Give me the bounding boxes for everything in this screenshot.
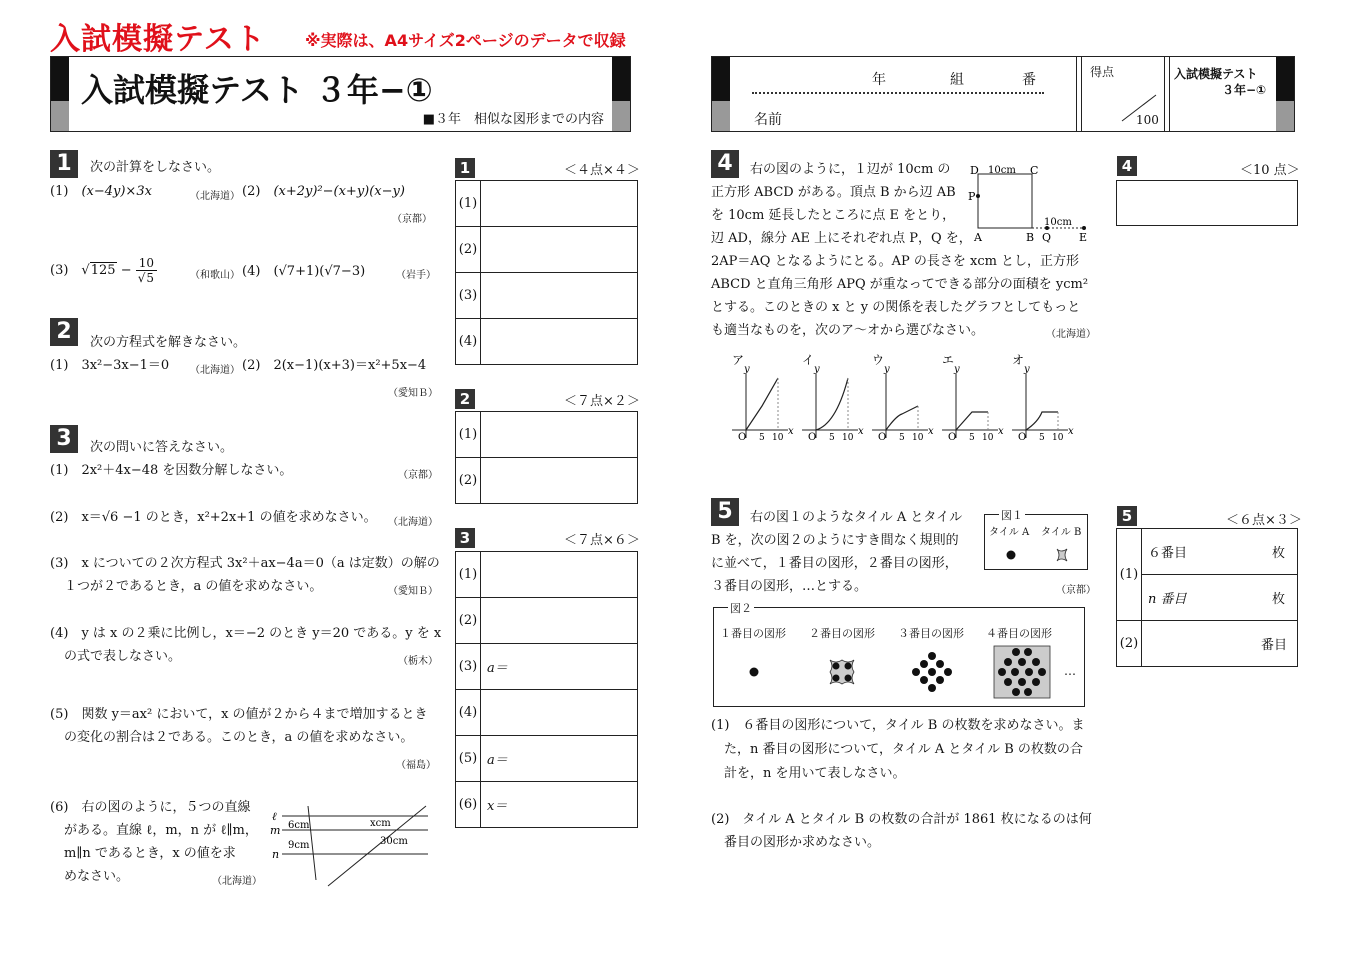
ans1-points: ＜４点×４＞ <box>564 163 640 178</box>
q1-title: 次の計算をしなさい。 <box>90 160 221 175</box>
fig-10cm-top: 10cm <box>988 165 1016 176</box>
ans3-cell[interactable]: a＝ <box>481 644 638 690</box>
svg-text:y: y <box>954 364 960 375</box>
ans4-points: ＜10 点＞ <box>1240 163 1300 178</box>
ans1-cell[interactable] <box>481 227 638 273</box>
score-max: 100 <box>1136 113 1159 127</box>
ans5-points: ＜６点×３＞ <box>1226 513 1302 528</box>
q5-line: に並べて，１番目の図形，２番目の図形， <box>711 556 958 571</box>
parallel-lines-figure <box>268 800 432 890</box>
q3-item-6-cont: めなさい。 <box>64 869 130 884</box>
fig2-more: … <box>1064 664 1076 678</box>
q1-item-1: (1) (x−4y)×3x <box>50 184 152 199</box>
q3-item-3-cont: １つが２であるとき，a の値を求めなさい。 <box>64 579 323 594</box>
ans2-points: ＜７点×２＞ <box>564 394 640 409</box>
page-banner: 入試模擬テスト <box>50 22 266 57</box>
score-label: 得点 <box>1090 65 1115 79</box>
q2-title: 次の方程式を解きなさい。 <box>90 335 247 350</box>
q4-number: 4 <box>711 150 739 178</box>
svg-text:10: 10 <box>912 433 924 443</box>
q4-line: 正方形 ABCD がある。頂点 B から辺 AB <box>711 185 956 200</box>
ans3-table <box>455 551 638 828</box>
square-figure <box>962 160 1094 246</box>
ban-label: 番 <box>1022 72 1036 88</box>
svg-text:O: O <box>1018 432 1027 443</box>
fig1-tile-b-label: タイル B <box>1041 527 1082 538</box>
svg-text:x: x <box>858 426 864 437</box>
q3-item-6-cont: m∥n であるとき，x の値を求 <box>64 846 236 861</box>
fig-E: E <box>1079 231 1088 244</box>
test-subtitle: ■３年 相似な図形までの内容 <box>422 112 604 127</box>
ans3-label: (5) <box>456 736 481 782</box>
svg-text:y: y <box>884 364 890 375</box>
fig1-tiles <box>1003 547 1083 563</box>
q5-number: 5 <box>711 498 739 526</box>
fig2-label-1: １番目の図形 <box>720 627 786 640</box>
ans3-cell[interactable] <box>481 598 638 644</box>
ans1-label: (2) <box>456 227 481 273</box>
ans5-cell[interactable]: ６番目 枚 <box>1142 529 1298 575</box>
svg-text:10: 10 <box>842 433 854 443</box>
svg-text:イ: イ <box>802 353 815 367</box>
right-subtitle: ３年−① <box>1222 83 1267 97</box>
fig-A: A <box>974 231 982 244</box>
kumi-label: 組 <box>950 72 964 88</box>
fig1-box <box>984 509 1088 570</box>
graph-i <box>802 353 864 443</box>
q4-line: を 10cm 延長したところに点 E をとり， <box>711 208 956 223</box>
ans4-number: 4 <box>1117 156 1137 176</box>
q3-item-6-cont: がある。直線 ℓ，m，n が ℓ∥m， <box>64 823 258 838</box>
q3-title: 次の問いに答えなさい。 <box>90 440 234 455</box>
fig2-title: 図２ <box>730 602 752 615</box>
fig1-title: 図１ <box>1001 509 1023 522</box>
fig-B: B <box>1026 231 1035 244</box>
ans3-label: (4) <box>456 690 481 736</box>
q2-item-2: (2) 2(x−1)(x+3)＝x²+5x−4 <box>242 358 427 373</box>
dotted-line <box>752 92 1044 94</box>
svg-text:x: x <box>1068 426 1074 437</box>
ans2-label: (1) <box>456 412 481 458</box>
q3-item-5: (5) 関数 y＝ax² において，x の値が２から４まで増加するとき <box>50 707 428 722</box>
q2-item-1: (1) 3x²−3x−1＝0 <box>50 358 170 373</box>
ans1-label: (3) <box>456 273 481 319</box>
q5-sub2-cont: 番目の図形か求めなさい。 <box>724 835 881 850</box>
svg-text:y: y <box>814 364 820 375</box>
ans1-cell[interactable] <box>481 273 638 319</box>
ans1-number: 1 <box>455 158 475 178</box>
q4-line: 右の図のように，１辺が 10cm の <box>750 162 951 177</box>
ans2-table <box>455 411 638 504</box>
q3-src-5: （福島） <box>396 760 436 771</box>
fig1-tile-a-label: タイル A <box>989 527 1030 538</box>
svg-text:5: 5 <box>969 433 975 443</box>
fig-6cm: 6cm <box>288 820 310 831</box>
q3-src-6: （北海道） <box>212 876 262 887</box>
q3-src-3: （愛知Ｂ） <box>388 586 438 597</box>
fig2-label-3: ３番目の図形 <box>898 627 964 640</box>
q1-src-2: （京都） <box>392 214 432 225</box>
name-box <box>711 56 1295 132</box>
ans5-table <box>1116 528 1298 667</box>
ans2-cell[interactable] <box>481 458 638 504</box>
q5-sub2: (2) タイル A とタイル B の枚数の合計が 1861 枚になるのは何 <box>711 812 1092 827</box>
graph-e <box>942 353 1004 443</box>
ans4-cell[interactable] <box>1116 180 1298 226</box>
svg-text:y: y <box>1024 364 1030 375</box>
q4-line: ABCD と直角三角形 APQ が重なってできる部分の面積を ycm² <box>711 277 1089 292</box>
nen-label: 年 <box>872 72 886 88</box>
ans2-label: (2) <box>456 458 481 504</box>
ans3-number: 3 <box>455 528 475 548</box>
choice-graphs <box>728 350 1084 446</box>
svg-text:x: x <box>998 426 1004 437</box>
q1-item-4: (4) (√7+1)(√7−3) <box>242 264 366 279</box>
ans5-number: 5 <box>1117 506 1137 526</box>
tile-a-icon <box>1007 551 1016 560</box>
fig2-box <box>713 602 1085 707</box>
ans5-cell[interactable]: 番目 <box>1142 621 1298 667</box>
fig-D: D <box>970 164 979 177</box>
ans3-label: (2) <box>456 598 481 644</box>
q5-line: 右の図１のようなタイル A とタイル <box>750 510 963 525</box>
tile-b-icon <box>1057 549 1067 561</box>
ans1-label: (4) <box>456 319 481 365</box>
ans3-label: (6) <box>456 782 481 828</box>
ans2-cell[interactable] <box>481 412 638 458</box>
graph-a <box>732 353 794 443</box>
ans3-cell[interactable] <box>481 552 638 598</box>
q4-line: も適当なものを，次のア〜オから選びなさい。 <box>711 323 985 338</box>
q3-item-4-cont: の式で表しなさい。 <box>64 649 182 664</box>
svg-text:O: O <box>738 432 747 443</box>
q5-src: （京都） <box>1056 585 1096 596</box>
svg-text:10: 10 <box>772 433 784 443</box>
q2-src-1: （北海道） <box>190 365 240 376</box>
ans1-cell[interactable] <box>481 319 638 365</box>
svg-text:O: O <box>808 432 817 443</box>
q3-item-1: (1) 2x²＋4x−48 を因数分解しなさい。 <box>50 463 293 478</box>
q3-src-1: （京都） <box>398 470 438 481</box>
ans3-cell[interactable]: a＝ <box>481 736 638 782</box>
ans1-cell[interactable] <box>481 181 638 227</box>
fig-xcm: xcm <box>370 818 391 829</box>
q5-line: ３番目の図形，…とする。 <box>711 579 868 594</box>
svg-text:10: 10 <box>1052 433 1064 443</box>
fig-C: C <box>1030 164 1039 177</box>
page-note: ※実際は、A4サイズ2ページのデータで収録 <box>305 31 626 50</box>
q3-item-4: (4) y は x の２乗に比例し，x＝−2 のとき y＝20 である。y を x <box>50 626 442 641</box>
svg-text:x: x <box>928 426 934 437</box>
q3-src-2: （北海道） <box>388 517 438 528</box>
svg-text:5: 5 <box>899 433 905 443</box>
q3-item-5-cont: の変化の割合は２である。このとき，a の値を求めなさい。 <box>64 730 414 745</box>
svg-text:10: 10 <box>982 433 994 443</box>
svg-text:5: 5 <box>759 433 765 443</box>
graph-u <box>872 353 934 443</box>
ans5-label: (2) <box>1117 621 1142 667</box>
ans3-label: (3) <box>456 644 481 690</box>
ans3-cell[interactable] <box>481 690 638 736</box>
q3-item-3: (3) x についての２次方程式 3x²＋ax−4a＝0（a は定数）の解の <box>50 556 440 571</box>
q2-src-2: （愛知Ｂ） <box>388 388 438 399</box>
fig2-label-4: ４番目の図形 <box>986 627 1052 640</box>
ans5-label: (1) <box>1117 529 1142 621</box>
name-label: 名前 <box>754 112 782 128</box>
fig-n-label: n <box>272 848 280 861</box>
q4-line: 辺 AD，線分 AE 上にそれぞれ点 P，Q を， <box>711 231 972 246</box>
q5-sub1: (1) ６番目の図形について，タイル B の枚数を求めなさい。ま <box>711 718 1085 733</box>
fig-m-label: m <box>270 824 281 837</box>
fig-9cm: 9cm <box>288 840 310 851</box>
q5-sub1-cont: た，n 番目の図形について，タイル A とタイル B の枚数の合 <box>724 742 1083 757</box>
ans2-number: 2 <box>455 389 475 409</box>
q5-line: B を，次の図２のようにすき間なく規則的 <box>711 533 959 548</box>
q1-src-1: （北海道） <box>190 191 240 202</box>
ans3-cell[interactable]: x＝ <box>481 782 638 828</box>
svg-text:5: 5 <box>829 433 835 443</box>
svg-text:y: y <box>744 364 750 375</box>
svg-text:5: 5 <box>1039 433 1045 443</box>
ans1-table <box>455 180 638 365</box>
q1-src-3: （和歌山） <box>190 270 240 281</box>
q4-line: 2AP＝AQ となるようにとる。AP の長さを xcm とし，正方形 <box>711 254 1080 269</box>
ans3-label: (1) <box>456 552 481 598</box>
separator <box>1076 57 1082 131</box>
q3-src-4: （栃木） <box>398 656 438 667</box>
q4-line: とする。このときの x と y の関係を表したグラフとしてもっと <box>711 300 1081 315</box>
q4-src: （北海道） <box>1046 329 1096 340</box>
q1-src-4: （岩手） <box>396 270 436 281</box>
q1-item-2: (2) (x+2y)²−(x+y)(x−y) <box>242 184 405 199</box>
fig-Q: Q <box>1042 231 1052 244</box>
ans5-cell[interactable]: n 番目 枚 <box>1142 575 1298 621</box>
ans3-points: ＜７点×６＞ <box>564 533 640 548</box>
q2-number: 2 <box>50 318 78 346</box>
q3-item-2: (2) x＝√6 −1 のとき，x²+2x+1 の値を求めなさい。 <box>50 510 377 525</box>
separator <box>1164 57 1170 131</box>
right-title: 入試模擬テスト <box>1174 67 1258 81</box>
svg-text:エ: エ <box>942 353 955 367</box>
title-box <box>50 56 631 132</box>
q1-item-3: (3) √125 − $\frac{10}{√5}$ <box>50 256 157 290</box>
svg-text:ウ: ウ <box>872 353 885 367</box>
q5-sub1-cont: 計を，n を用いて表しなさい。 <box>724 766 906 781</box>
q1-number: 1 <box>50 150 78 178</box>
fig-l-label: ℓ <box>272 810 277 823</box>
q3-number: 3 <box>50 425 78 453</box>
svg-text:O: O <box>878 432 887 443</box>
fig2-patterns <box>714 644 1064 706</box>
svg-text:x: x <box>788 426 794 437</box>
svg-text:オ: オ <box>1012 353 1025 367</box>
test-title: 入試模擬テスト ３年−① <box>81 71 433 109</box>
fig-30cm: 30cm <box>380 836 408 847</box>
fig-10cm-bot: 10cm <box>1044 217 1072 228</box>
svg-text:O: O <box>948 432 957 443</box>
q3-item-6: (6) 右の図のように，５つの直線 <box>50 800 251 815</box>
fig-P: P <box>968 190 976 203</box>
graph-o <box>1012 353 1074 443</box>
fig2-label-2: ２番目の図形 <box>809 627 875 640</box>
svg-text:ア: ア <box>732 353 745 367</box>
ans1-label: (1) <box>456 181 481 227</box>
